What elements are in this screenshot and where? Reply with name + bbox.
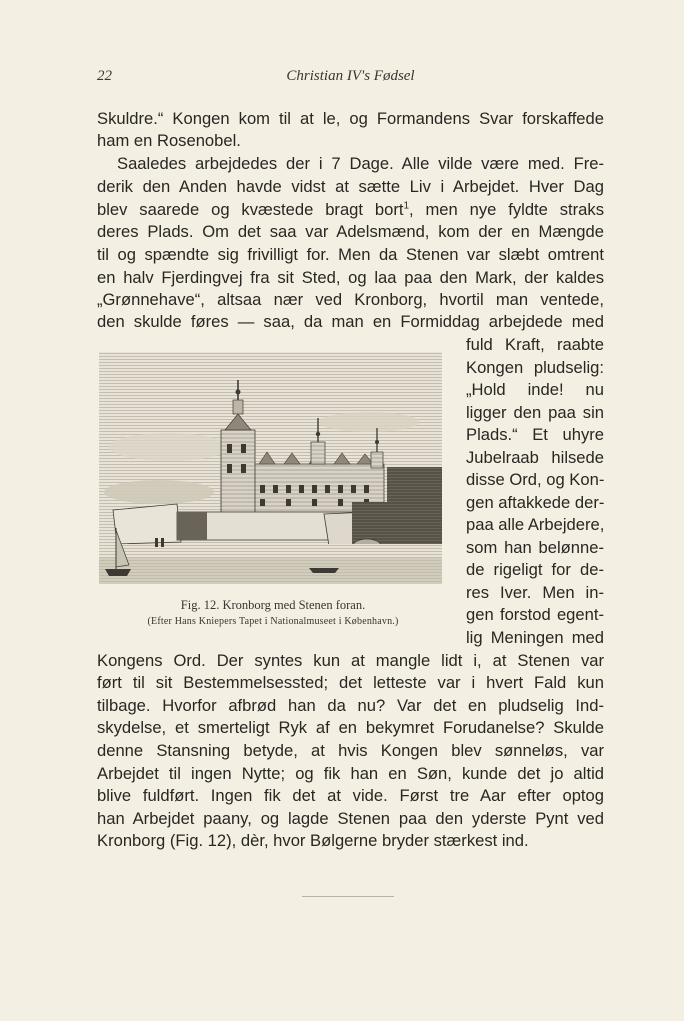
figure-credit: (Efter Hans Kniepers Tapet i Nationalmuseet i København.): [147, 616, 399, 627]
text-line: deres Plads. Om det saa var Adelsmænd, kom der en Mængde: [97, 222, 604, 241]
text-line: blive fuldført. Ingen fik det at vide. Først tre Aar efter optog: [97, 786, 604, 805]
text-line: han Arbejdet paany, og lagde Stenen paa den yderste Pynt ved: [97, 809, 604, 828]
text-line: som han belønne-: [466, 538, 604, 557]
text-line: disse Ord, og Kon-: [466, 470, 605, 489]
text-line: Plads.“ Et uhyre: [466, 425, 604, 444]
text-line: [97, 199, 604, 221]
text-line: Kongens Ord. Der syntes kun at mangle lidt i, at Stenen var: [97, 651, 604, 670]
end-rule: [302, 896, 394, 897]
text-line: gen aftakkede der-: [466, 493, 605, 512]
page-number: 22: [97, 68, 112, 84]
text-line: Kronborg (Fig. 12), dèr, hvor Bølgerne bryder stærkest ind.: [97, 831, 529, 850]
text-line: den skulde føres — saa, da man en Formiddag arbejdede med: [97, 312, 604, 331]
text-line: Saaledes arbejdedes der i 7 Dage. Alle vilde være med. Fre-: [117, 154, 604, 173]
text-line: Arbejdet til ingen Nytte; og fik han en Søn, kunde det jo altid: [97, 764, 604, 783]
text-line: derik den Anden havde vidst at sætte Liv i Arbejdet. Hver Dag: [97, 177, 604, 196]
text-line: tilbage. Hvorfor afbrød han da nu? Var det en pludselig Ind-: [97, 696, 604, 715]
kronborg-engraving: [99, 352, 442, 584]
text-line: fuld Kraft, raabte: [466, 335, 604, 354]
text-line: „Grønnehave“, altsaa nær ved Kronborg, hvortil man ventede,: [97, 290, 604, 309]
text-line: „Hold inde! nu: [466, 380, 604, 399]
text-line: ligger den paa sin: [466, 403, 604, 422]
text-line: res Iver. Men in-: [466, 583, 604, 602]
text-line: denne Stansning betyde, at hvis Kongen blev sønneløs, var: [97, 741, 604, 760]
text-line: ham en Rosenobel.: [97, 131, 241, 150]
running-title: Christian IV's Fødsel: [286, 68, 415, 84]
running-header: [97, 68, 604, 90]
text-segment: , men nye fyldte straks: [409, 200, 604, 219]
text-line: Kongen pludselig:: [466, 358, 604, 377]
text-segment: blev saarede og kvæstede bragt bort: [97, 200, 404, 219]
text-line: skydelse, et smerteligt Ryk af en bekymret Forudanelse? Skulde: [97, 718, 604, 737]
text-line: lig Meningen med: [466, 628, 604, 647]
text-line: gen forstod egent-: [466, 605, 604, 624]
footnote-marker: 1: [403, 200, 410, 212]
text-line: Skuldre.“ Kongen kom til at le, og Formandens Svar forskaffede: [97, 109, 604, 128]
text-line: Jubelraab hilsede: [466, 448, 604, 467]
text-line: paa alle Arbejdere,: [466, 515, 605, 534]
figure-caption: Fig. 12. Kronborg med Stenen foran.: [180, 598, 366, 612]
text-line: de rigeligt for de-: [466, 560, 604, 579]
text-line: en halv Fjerdingvej fra sit Sted, og laa paa den Mark, der kaldes: [97, 268, 604, 287]
text-line: til og spændte sig frivilligt for. Men da Stenen var slæbt omtrent: [97, 245, 604, 264]
text-line: ført til sit Bestemmelsessted; det letteste var i hvert Fald kun: [97, 673, 604, 692]
